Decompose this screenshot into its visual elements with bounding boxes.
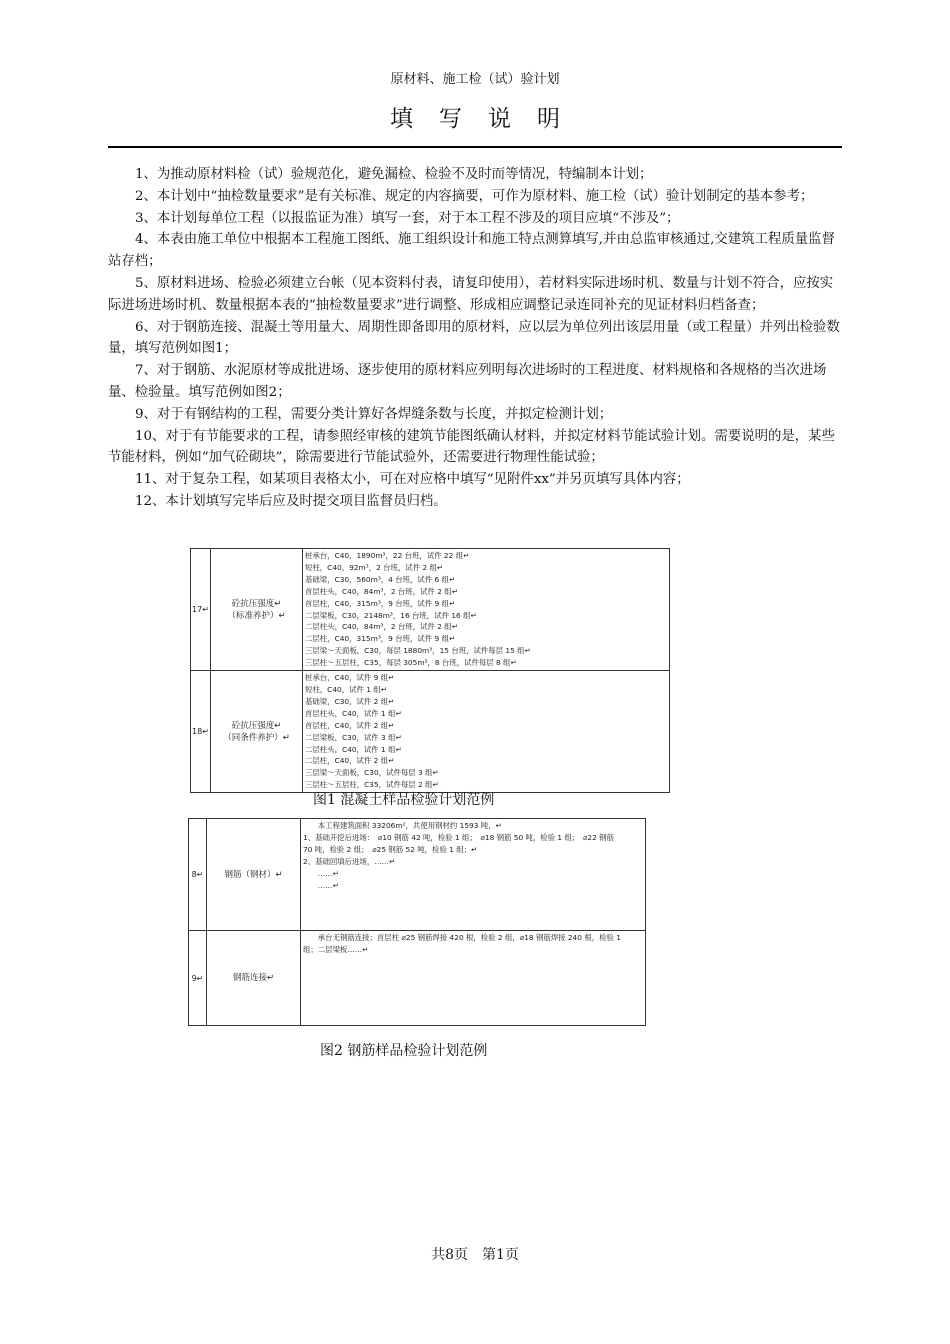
content-line: 短柱，C40，试件 1 组↵ bbox=[305, 684, 387, 694]
content-line: 三层梁～天面板，C30，每层 1880m³，15 台班，试件每层 15 组↵ bbox=[305, 646, 531, 656]
row-number: 8↵ bbox=[189, 819, 207, 931]
content-line: 首层柱，C40，试件 2 组↵ bbox=[305, 720, 395, 730]
row-number: 17↵ bbox=[191, 549, 211, 671]
instruction-paragraph: 3、本计划每单位工程（以报监证为准）填写一套，对于本工程不涉及的项目应填“不涉及”； bbox=[135, 210, 680, 226]
item-name bbox=[211, 549, 303, 671]
content-line: 桩承台，C40，试件 9 组↵ bbox=[305, 673, 395, 683]
figure-1-caption: 图1 混凝土样品检验计划范例 bbox=[313, 792, 495, 808]
instruction-paragraph: 2、本计划中“抽检数量要求”是有关标准、规定的内容摘要，可作为原材料、施工检（试）验计划制定的基本参考； bbox=[135, 188, 814, 204]
table-row bbox=[189, 931, 646, 1026]
content-line: 首层柱头，C40，试件 1 组↵ bbox=[305, 708, 402, 718]
content-line: ……↵ bbox=[303, 880, 339, 890]
item-name-line: 钢筋（钢材）↵ bbox=[224, 869, 283, 880]
instruction-paragraph: 1、为推动原材料检（试）验规范化，避免漏检、检验不及时而等情况，特编制本计划； bbox=[135, 167, 653, 182]
item-name bbox=[207, 931, 301, 1026]
content-line: 组；二层梁板……↵ bbox=[303, 944, 369, 954]
page-footer: 共8页 第1页 bbox=[431, 1247, 519, 1263]
item-name-line: 砼抗压强度↵ bbox=[231, 598, 282, 609]
content-line: 基础梁，C30，试件 2 组↵ bbox=[305, 696, 395, 706]
item-name-line: （同条件养护）↵ bbox=[223, 732, 290, 743]
content-line: 首层柱，C40，315m³，9 台班，试件 9 组↵ bbox=[305, 598, 456, 608]
content-line: 70 吨，检验 2 组； ⌀25 钢筋 52 吨，检验 1 组；↵ bbox=[303, 844, 478, 854]
content-line: 二层柱头，C40，84m³，2 台班，试件 2 组↵ bbox=[305, 622, 458, 632]
content-line: 二层梁板，C30，2148m³，16 台班，试件 16 组↵ bbox=[305, 610, 477, 620]
content-line: 承台无钢筋连接；首层柱 ⌀25 钢筋焊接 420 根，检验 2 组，⌀18 钢筋焊接 240 根，检验 1 bbox=[303, 933, 621, 942]
row-number: 18↵ bbox=[191, 671, 211, 793]
content-line: 本工程建筑面积 33206m²，共使用钢材约 1593 吨，↵ bbox=[303, 821, 502, 830]
content-line: 首层柱头，C40，84m³，2 台班，试件 2 组↵ bbox=[305, 586, 458, 596]
content-line: 基础梁，C30，560m³，4 台班，试件 6 组↵ bbox=[305, 574, 456, 584]
content-line: 二层柱，C40，315m³，9 台班，试件 9 组↵ bbox=[305, 634, 456, 644]
content-line: 1、基础开挖后进场： ⌀10 钢筋 42 吨，检验 1 组； ⌀18 钢筋 50 吨，检验 1 组； ⌀22 钢筋 bbox=[303, 832, 614, 842]
item-name-line: 砼抗压强度↵ bbox=[231, 720, 282, 731]
instruction-paragraph: 4、本表由施工单位中根据本工程施工图纸、施工组织设计和施工特点测算填写,并由总监审核通过,交建筑工程质量监督站存档； bbox=[108, 232, 835, 270]
instructions-body bbox=[108, 164, 846, 513]
instruction-paragraph: 7、对于钢筋、水泥原材等成批进场、逐步使用的原材料应列明每次进场时的工程进度、材料规格和各规格的当次进场量、检验量。填写范例如图2； bbox=[108, 363, 827, 400]
row-number: 9↵ bbox=[189, 931, 207, 1026]
content-line: 二层柱头，C40，试件 1 组↵ bbox=[305, 744, 402, 754]
figure-2-rebar-table bbox=[188, 818, 646, 1026]
instruction-paragraph: 6、对于钢筋连接、混凝土等用量大、周期性即备即用的原材料，应以层为单位列出该层用量（或工程量）并列出检验数量，填写范例如图1； bbox=[108, 319, 840, 357]
rebar-plan-table bbox=[188, 818, 646, 1026]
figure-1-concrete-table bbox=[190, 548, 670, 790]
item-name bbox=[207, 819, 301, 931]
content-line: 二层柱，C40，试件 2 组↵ bbox=[305, 756, 395, 766]
plan-content bbox=[303, 671, 670, 793]
instruction-paragraph: 11、对于复杂工程，如某项目表格太小，可在对应格中填写“见附件xx”并另页填写具体内容； bbox=[135, 472, 690, 488]
instruction-paragraph: 12、本计划填写完毕后应及时提交项目监督员归档。 bbox=[135, 493, 447, 509]
content-line: 三层柱～五层柱，C35，每层 305m³，8 台班，试件每层 8 组↵ bbox=[305, 658, 517, 668]
table-row bbox=[191, 671, 670, 793]
instruction-paragraph: 10、对于有节能要求的工程，请参照经审核的建筑节能图纸确认材料，并拟定材料节能试验计划。需要说明的是，某些节能材料，例如“加气砼砌块”，除需要进行节能试验外，还需要进行物理性能试验； bbox=[108, 428, 835, 466]
item-name-line: 钢筋连接↵ bbox=[232, 973, 275, 983]
plan-content bbox=[301, 931, 646, 1026]
title-divider bbox=[108, 146, 842, 148]
content-line: 三层柱～五层柱，C35，试件每层 2 组↵ bbox=[305, 780, 439, 790]
content-line: 短柱，C40，92m³，2 台班，试件 2 组↵ bbox=[305, 562, 444, 572]
item-name bbox=[211, 671, 303, 793]
page-title: 填写说明 bbox=[390, 106, 586, 132]
page-header: 原材料、施工检（试）验计划 bbox=[390, 72, 560, 87]
instruction-paragraph: 5、原材料进场、检验必须建立台帐（见本资料付表，请复印使用），若材料实际进场时机、数量与计划不符合，应按实际进场进场时机、数量根据本表的“抽检数量要求”进行调整、形成相应调整记录连同补充的见证材料归档备查； bbox=[108, 275, 834, 313]
plan-content bbox=[303, 549, 670, 671]
content-line: 2、基础回填后进场，……↵ bbox=[303, 856, 396, 866]
content-line: 桩承台，C40，1890m³，22 台班，试件 22 组↵ bbox=[305, 551, 470, 560]
content-line: 二层梁板，C30，试件 3 组↵ bbox=[305, 732, 402, 742]
concrete-plan-table bbox=[190, 548, 670, 793]
plan-content bbox=[301, 819, 646, 931]
content-line: ……↵ bbox=[303, 868, 339, 878]
figure-2-caption: 图2 钢筋样品检验计划范例 bbox=[320, 1043, 488, 1059]
content-line: 三层梁～天面板，C30，试件每层 3 组↵ bbox=[305, 768, 439, 778]
table-row bbox=[191, 549, 670, 671]
table-row bbox=[189, 819, 646, 931]
item-name-line: （标准养护）↵ bbox=[227, 610, 286, 621]
instruction-paragraph: 9、对于有钢结构的工程，需要分类计算好各焊缝条数与长度，并拟定检测计划； bbox=[135, 406, 613, 422]
